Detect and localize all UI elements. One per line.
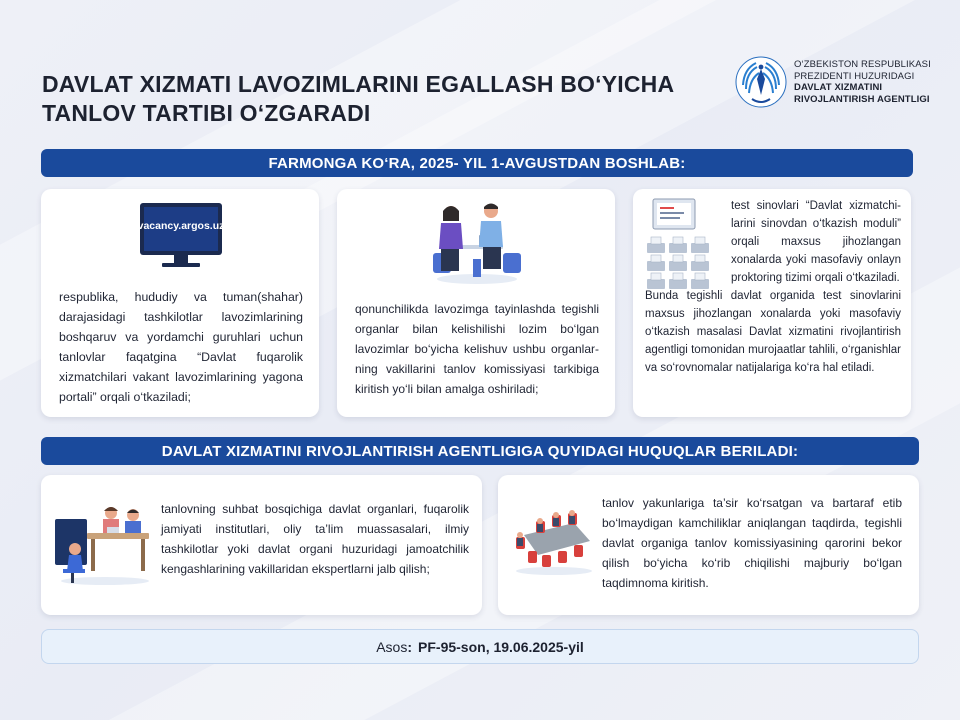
legal-basis-footer [41,629,919,664]
legal-basis-colon: : [407,638,413,655]
card-submission-text: tanlov yakunlariga ta’sir ko‘rsatgan va bartaraf etib bo‘lmaydigan kamchiliklar aniqlangan taqdirda, tegishli davlat organiga tanlov komissiyasining qarorini bekor qilish bo‘yicha ko‘rib chiqilishi majburiy bo‘lgan taqdimnoma kiritish. [602,496,902,590]
logo-line-2: PREZIDENTI HUZURIDAGI [794,70,915,82]
page-title: DAVLAT XIZMATI LAVOZIMLARINI EGALLASH BO‘YICHA TANLOV TARTIBI O‘ZGARADI [42,71,674,126]
legal-basis-label: Asos [376,638,408,655]
logo-line-4: RIVOJLANTIRISH AGENTLIGI [794,93,930,105]
logo-caption [794,59,931,105]
legal-basis-value: PF-95-son, 19.06.2025-yil [418,638,584,655]
card-experts [41,475,482,615]
interview-illustration [53,503,153,587]
emblem-icon [734,55,788,109]
card-submission [498,475,919,615]
monitor-url-text: vacancy.argos.uz [137,220,225,232]
card-portal [41,189,319,417]
monitor-illustration [136,201,226,271]
card-portal-text: respublika, hududiy va tuman(shahar) darajasidagi tashkilotlar lavozimlarining boshqaruv va yordamchi guruhlari uchun tanlovlar faqatgina “Davlat fuqarolik xizmatchilari vakant lavozimlarining yagona portali” orqali o‘tkaziladi; [59,290,303,404]
card-testing-text [645,197,901,377]
card-testing [633,189,911,417]
agency-logo [734,54,934,110]
conference-illustration [512,507,596,577]
card-agreement-text: qonunchilikda lavozimga tayinlashda tegishli organlar bilan kelishilishi lozim bo‘lgan lavozimlar bo‘yicha kelishuv ushbu organlar-ning vakillarini tanlov komissiyasi tarkibiga kiritish yo‘li bilan amalga oshiriladi; [355,302,599,396]
meeting-illustration [429,199,525,287]
card-testing-text-tail: Bunda tegishli davlat organida test sinovlarini maxsus jihozlangan xonalarda yoki masofaviy o‘tkazish masalasi Davlat xizmatini rivojlantirish agentligi tomonidan murojaatlar tahlili, o‘rganishlar va so‘rovnomalar natijalariga ko‘ra hal etiladi. [645,290,901,374]
card-testing-text-head: test sinovlari “Davlat xizmatchi-larini sinovdan o‘tkazish moduli” orqali maxsus jihozlangan xonalarda yoki masofaviy onlayn proktoring tizimi orqali o‘tkaziladi. [731,200,901,284]
section-banner-rights: DAVLAT XIZMATINI RIVOJLANTIRISH AGENTLIGIGA QUYIDAGI HUQUQLAR BERILADI: [41,437,919,465]
logo-line-3: DAVLAT XIZMATINI [794,82,883,93]
logo-line-1: O‘ZBEKISTON RESPUBLIKASI [794,59,931,70]
section-banner-decree: FARMONGA KO‘RA, 2025- YIL 1-AVGUSTDAN BOSHLAB: [41,149,913,177]
card-experts-text: tanlovning suhbat bosqichiga davlat organlari, fuqarolik jamiyati institutlari, oliy ta’lim muassasalari, ilmiy tashkilotlar yoki davlat organi huzuridagi jamoatchilik kengashlarining vakillaridan ekspertlarni jalb qilish; [161,502,469,576]
card-agreement [337,189,615,417]
